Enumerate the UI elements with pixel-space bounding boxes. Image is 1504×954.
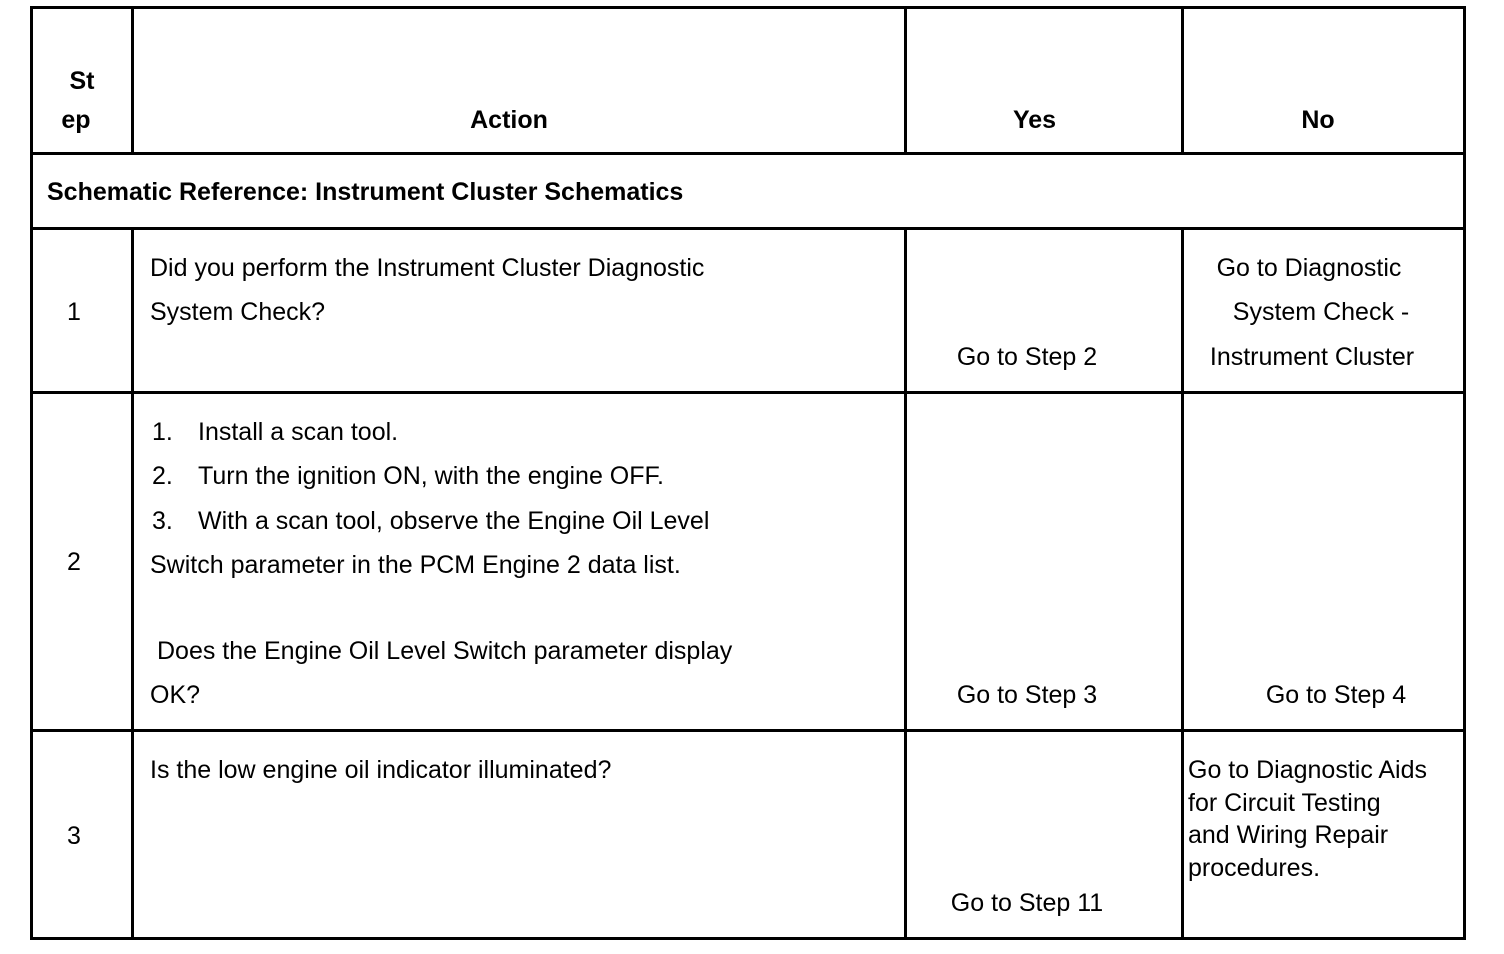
action-3-line-1: Is the low engine oil indicator illuminated? bbox=[150, 756, 612, 784]
row-1-divider bbox=[30, 391, 1466, 394]
schematic-reference: Schematic Reference: Instrument Cluster Schematics bbox=[47, 178, 684, 206]
header-step-line2: ep bbox=[61, 106, 91, 134]
action-2-item-1-number: 1. bbox=[152, 418, 173, 446]
header-no: No bbox=[1301, 106, 1335, 134]
header-yes: Yes bbox=[1012, 106, 1057, 134]
action-2-item-3-text: With a scan tool, observe the Engine Oil Level bbox=[198, 507, 710, 535]
no-3-line-2: for Circuit Testing bbox=[1188, 789, 1381, 817]
action-column-divider-body bbox=[904, 227, 907, 940]
step-column-divider-body bbox=[131, 227, 134, 940]
action-2-item-1-text: Install a scan tool. bbox=[198, 418, 399, 446]
step-number-1: 1 bbox=[67, 298, 81, 326]
header-action: Action bbox=[470, 106, 548, 134]
yes-1: Go to Step 2 bbox=[956, 343, 1098, 371]
action-2-item-2-text: Turn the ignition ON, with the engine OFF. bbox=[198, 462, 664, 490]
action-2-item-2-number: 2. bbox=[152, 462, 173, 490]
action-2-item-3-number: 3. bbox=[152, 507, 173, 535]
no-3-line-1: Go to Diagnostic Aids bbox=[1188, 756, 1428, 784]
header-step-line1: St bbox=[69, 67, 95, 95]
no-3-line-3: and Wiring Repair bbox=[1188, 821, 1389, 849]
yes-2: Go to Step 3 bbox=[956, 681, 1098, 709]
no-1-line-1: Go to Diagnostic bbox=[1216, 254, 1402, 282]
step-number-3: 3 bbox=[67, 822, 81, 850]
row-2-divider bbox=[30, 729, 1466, 732]
action-2-question-line-1: Does the Engine Oil Level Switch parameter display bbox=[157, 637, 733, 665]
diagnostic-table bbox=[30, 6, 1466, 940]
no-1-line-3: Instrument Cluster bbox=[1209, 343, 1415, 371]
action-2-question-line-2: OK? bbox=[150, 681, 201, 709]
schematic-divider bbox=[30, 227, 1466, 230]
action-2-item-3-continuation: Switch parameter in the PCM Engine 2 data list. bbox=[150, 551, 681, 579]
table-border-left bbox=[30, 6, 33, 940]
action-1-line-1: Did you perform the Instrument Cluster Diagnostic bbox=[150, 254, 705, 282]
table-border-right bbox=[1463, 6, 1466, 940]
no-1-line-2: System Check - bbox=[1232, 298, 1410, 326]
action-1-line-2: System Check? bbox=[150, 298, 326, 326]
no-2: Go to Step 4 bbox=[1265, 681, 1407, 709]
yes-column-divider-body bbox=[1181, 227, 1184, 940]
header-divider bbox=[30, 152, 1466, 155]
step-number-2: 2 bbox=[67, 548, 81, 576]
no-3-line-4: procedures. bbox=[1188, 854, 1321, 882]
table-border-bottom bbox=[30, 937, 1466, 940]
yes-3: Go to Step 11 bbox=[950, 889, 1104, 917]
table-border-top bbox=[30, 6, 1466, 9]
